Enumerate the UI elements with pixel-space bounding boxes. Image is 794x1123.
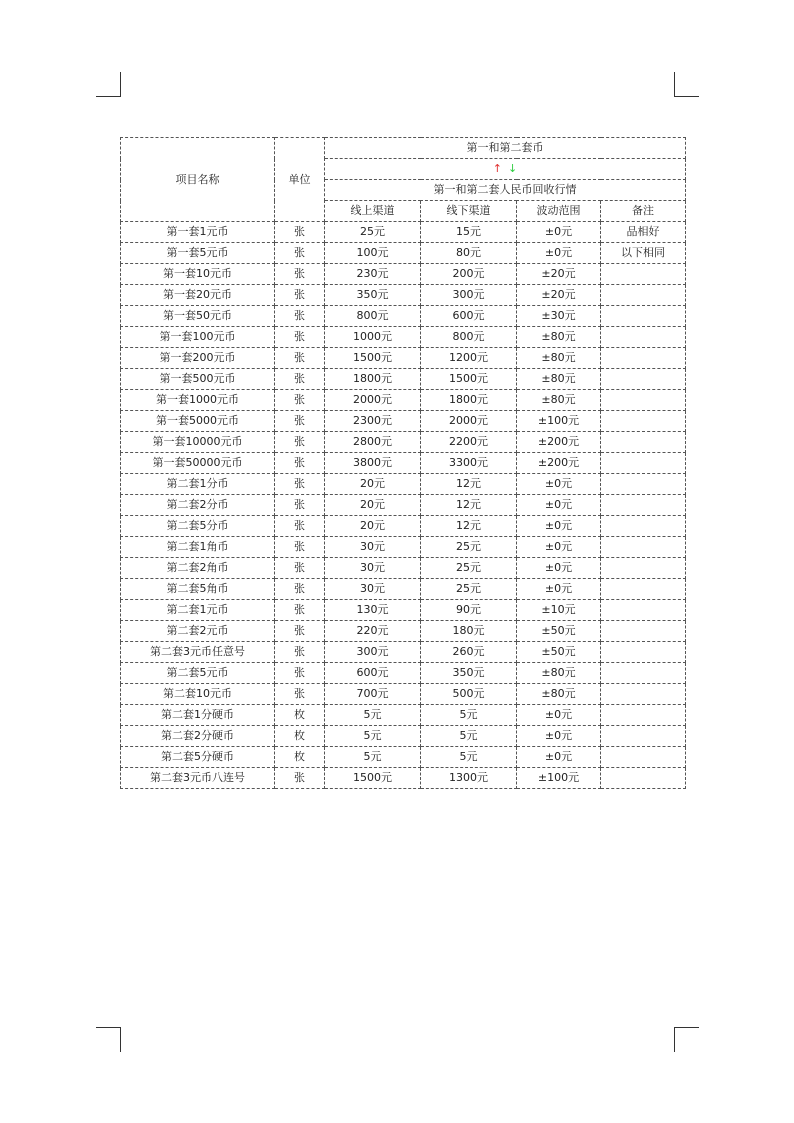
cell-name: 第一套5元币 [121, 243, 275, 264]
cell-unit: 张 [275, 222, 325, 243]
table-row [121, 579, 686, 600]
cell-offline: 300元 [421, 285, 517, 306]
crop-mark-top-right [674, 72, 699, 97]
cell-name: 第一套20元币 [121, 285, 275, 306]
cell-note [601, 432, 686, 453]
cell-name: 第一套50000元币 [121, 453, 275, 474]
cell-online: 20元 [325, 495, 421, 516]
title-row [121, 138, 686, 159]
table-row [121, 390, 686, 411]
cell-name: 第一套10000元币 [121, 432, 275, 453]
cell-range: ±20元 [517, 264, 601, 285]
cell-unit: 张 [275, 390, 325, 411]
cell-unit: 张 [275, 621, 325, 642]
cell-online: 5元 [325, 705, 421, 726]
page-title: 第一和第二套币 [325, 138, 686, 159]
cell-note [601, 600, 686, 621]
table-row [121, 495, 686, 516]
cell-range: ±0元 [517, 747, 601, 768]
table-row [121, 411, 686, 432]
table-row [121, 621, 686, 642]
cell-name: 第二套1角币 [121, 537, 275, 558]
cell-unit: 张 [275, 495, 325, 516]
cell-range: ±30元 [517, 306, 601, 327]
cell-name: 第一套100元币 [121, 327, 275, 348]
cell-name: 第二套5角币 [121, 579, 275, 600]
cell-note: 品相好 [601, 222, 686, 243]
cell-offline: 90元 [421, 600, 517, 621]
cell-offline: 2200元 [421, 432, 517, 453]
cell-name: 第二套5分币 [121, 516, 275, 537]
cell-offline: 600元 [421, 306, 517, 327]
cell-name: 第二套2元币 [121, 621, 275, 642]
cell-range: ±0元 [517, 558, 601, 579]
cell-name: 第二套3元币任意号 [121, 642, 275, 663]
cell-unit: 张 [275, 474, 325, 495]
cell-note [601, 369, 686, 390]
table-row [121, 705, 686, 726]
table-row [121, 768, 686, 789]
cell-name: 第二套1分币 [121, 474, 275, 495]
cell-offline: 260元 [421, 642, 517, 663]
cell-name: 第二套2角币 [121, 558, 275, 579]
cell-unit: 枚 [275, 726, 325, 747]
table-row [121, 642, 686, 663]
table-row [121, 243, 686, 264]
header-online: 线上渠道 [325, 201, 421, 222]
table-row [121, 474, 686, 495]
cell-name: 第一套50元币 [121, 306, 275, 327]
cell-note [601, 768, 686, 789]
cell-unit: 张 [275, 642, 325, 663]
cell-note [601, 495, 686, 516]
cell-online: 30元 [325, 537, 421, 558]
arrow-up-icon: ↑ [492, 162, 502, 175]
cell-range: ±0元 [517, 726, 601, 747]
table-subtitle: 第一和第二套人民币回收行情 [325, 180, 686, 201]
table-row [121, 537, 686, 558]
crop-mark-bottom-right [674, 1027, 699, 1052]
table-row [121, 222, 686, 243]
cell-note [601, 264, 686, 285]
cell-range: ±80元 [517, 684, 601, 705]
cell-name: 第二套3元币八连号 [121, 768, 275, 789]
cell-range: ±0元 [517, 537, 601, 558]
cell-online: 130元 [325, 600, 421, 621]
table-row [121, 600, 686, 621]
cell-note [601, 684, 686, 705]
cell-offline: 1200元 [421, 348, 517, 369]
cell-online: 30元 [325, 558, 421, 579]
cell-note [601, 306, 686, 327]
cell-unit: 张 [275, 432, 325, 453]
cell-note [601, 285, 686, 306]
cell-online: 1800元 [325, 369, 421, 390]
cell-online: 230元 [325, 264, 421, 285]
table-row [121, 348, 686, 369]
cell-note [601, 747, 686, 768]
cell-unit: 张 [275, 285, 325, 306]
cell-unit: 张 [275, 264, 325, 285]
cell-unit: 张 [275, 600, 325, 621]
cell-online: 25元 [325, 222, 421, 243]
arrow-down-icon: ↓ [508, 162, 518, 175]
cell-unit: 张 [275, 243, 325, 264]
cell-online: 220元 [325, 621, 421, 642]
cell-unit: 张 [275, 537, 325, 558]
cell-name: 第二套5元币 [121, 663, 275, 684]
cell-range: ±0元 [517, 579, 601, 600]
cell-online: 30元 [325, 579, 421, 600]
cell-online: 700元 [325, 684, 421, 705]
cell-range: ±80元 [517, 390, 601, 411]
table-row [121, 663, 686, 684]
cell-online: 300元 [325, 642, 421, 663]
cell-note: 以下相同 [601, 243, 686, 264]
table-row [121, 285, 686, 306]
cell-range: ±0元 [517, 222, 601, 243]
cell-range: ±80元 [517, 348, 601, 369]
cell-offline: 3300元 [421, 453, 517, 474]
table-row [121, 369, 686, 390]
cell-offline: 12元 [421, 516, 517, 537]
cell-offline: 1300元 [421, 768, 517, 789]
cell-range: ±80元 [517, 327, 601, 348]
cell-offline: 25元 [421, 537, 517, 558]
header-note: 备注 [601, 201, 686, 222]
cell-note [601, 621, 686, 642]
cell-unit: 张 [275, 348, 325, 369]
cell-unit: 张 [275, 453, 325, 474]
cell-unit: 张 [275, 579, 325, 600]
cell-name: 第二套10元币 [121, 684, 275, 705]
table-row [121, 432, 686, 453]
cell-range: ±80元 [517, 369, 601, 390]
table-row [121, 558, 686, 579]
cell-offline: 25元 [421, 558, 517, 579]
cell-unit: 张 [275, 516, 325, 537]
cell-online: 100元 [325, 243, 421, 264]
cell-name: 第一套10元币 [121, 264, 275, 285]
cell-note [601, 558, 686, 579]
cell-name: 第二套2分硬币 [121, 726, 275, 747]
cell-name: 第一套500元币 [121, 369, 275, 390]
table-row [121, 747, 686, 768]
cell-name: 第一套200元币 [121, 348, 275, 369]
cell-name: 第二套1元币 [121, 600, 275, 621]
cell-note [601, 453, 686, 474]
cell-offline: 5元 [421, 747, 517, 768]
cell-name: 第一套5000元币 [121, 411, 275, 432]
cell-online: 800元 [325, 306, 421, 327]
cell-offline: 25元 [421, 579, 517, 600]
cell-note [601, 348, 686, 369]
table-row [121, 726, 686, 747]
cell-range: ±10元 [517, 600, 601, 621]
cell-offline: 500元 [421, 684, 517, 705]
cell-note [601, 663, 686, 684]
table-row [121, 306, 686, 327]
cell-note [601, 474, 686, 495]
cell-range: ±80元 [517, 663, 601, 684]
header-offline: 线下渠道 [421, 201, 517, 222]
cell-offline: 80元 [421, 243, 517, 264]
cell-name: 第二套5分硬币 [121, 747, 275, 768]
cell-online: 600元 [325, 663, 421, 684]
cell-unit: 枚 [275, 705, 325, 726]
cell-unit: 张 [275, 411, 325, 432]
cell-unit: 张 [275, 327, 325, 348]
cell-range: ±50元 [517, 621, 601, 642]
cell-range: ±0元 [517, 516, 601, 537]
cell-unit: 张 [275, 369, 325, 390]
cell-range: ±50元 [517, 642, 601, 663]
cell-note [601, 705, 686, 726]
cell-online: 2000元 [325, 390, 421, 411]
cell-offline: 1800元 [421, 390, 517, 411]
cell-name: 第二套1分硬币 [121, 705, 275, 726]
cell-note [601, 537, 686, 558]
cell-range: ±20元 [517, 285, 601, 306]
cell-online: 350元 [325, 285, 421, 306]
cell-unit: 张 [275, 663, 325, 684]
cell-online: 1000元 [325, 327, 421, 348]
cell-online: 3800元 [325, 453, 421, 474]
cell-unit: 张 [275, 768, 325, 789]
cell-name: 第一套1000元币 [121, 390, 275, 411]
cell-range: ±0元 [517, 474, 601, 495]
cell-offline: 350元 [421, 663, 517, 684]
cell-online: 20元 [325, 474, 421, 495]
cell-offline: 12元 [421, 474, 517, 495]
table-row [121, 516, 686, 537]
cell-range: ±0元 [517, 243, 601, 264]
cell-note [601, 390, 686, 411]
cell-offline: 800元 [421, 327, 517, 348]
header-range: 波动范围 [517, 201, 601, 222]
cell-range: ±200元 [517, 432, 601, 453]
cell-range: ±0元 [517, 705, 601, 726]
cell-name: 第二套2分币 [121, 495, 275, 516]
cell-offline: 15元 [421, 222, 517, 243]
table-row [121, 264, 686, 285]
cell-offline: 2000元 [421, 411, 517, 432]
cell-note [601, 516, 686, 537]
header-unit: 单位 [275, 138, 325, 222]
trend-arrows [325, 159, 686, 180]
cell-unit: 张 [275, 684, 325, 705]
cell-online: 5元 [325, 747, 421, 768]
cell-note [601, 726, 686, 747]
cell-online: 20元 [325, 516, 421, 537]
table-row [121, 684, 686, 705]
cell-unit: 枚 [275, 747, 325, 768]
cell-range: ±100元 [517, 411, 601, 432]
crop-mark-top-left [96, 72, 121, 97]
table-row [121, 327, 686, 348]
cell-offline: 1500元 [421, 369, 517, 390]
cell-online: 2800元 [325, 432, 421, 453]
cell-offline: 5元 [421, 726, 517, 747]
cell-note [601, 327, 686, 348]
cell-note [601, 579, 686, 600]
table-row [121, 453, 686, 474]
cell-unit: 张 [275, 558, 325, 579]
header-name: 项目名称 [121, 138, 275, 222]
cell-online: 1500元 [325, 348, 421, 369]
cell-range: ±100元 [517, 768, 601, 789]
crop-mark-bottom-left [96, 1027, 121, 1052]
cell-name: 第一套1元币 [121, 222, 275, 243]
cell-online: 2300元 [325, 411, 421, 432]
cell-range: ±0元 [517, 495, 601, 516]
cell-online: 1500元 [325, 768, 421, 789]
cell-note [601, 411, 686, 432]
cell-online: 5元 [325, 726, 421, 747]
cell-offline: 5元 [421, 705, 517, 726]
cell-unit: 张 [275, 306, 325, 327]
price-table [120, 137, 686, 789]
cell-range: ±200元 [517, 453, 601, 474]
cell-offline: 200元 [421, 264, 517, 285]
cell-offline: 12元 [421, 495, 517, 516]
cell-offline: 180元 [421, 621, 517, 642]
cell-note [601, 642, 686, 663]
